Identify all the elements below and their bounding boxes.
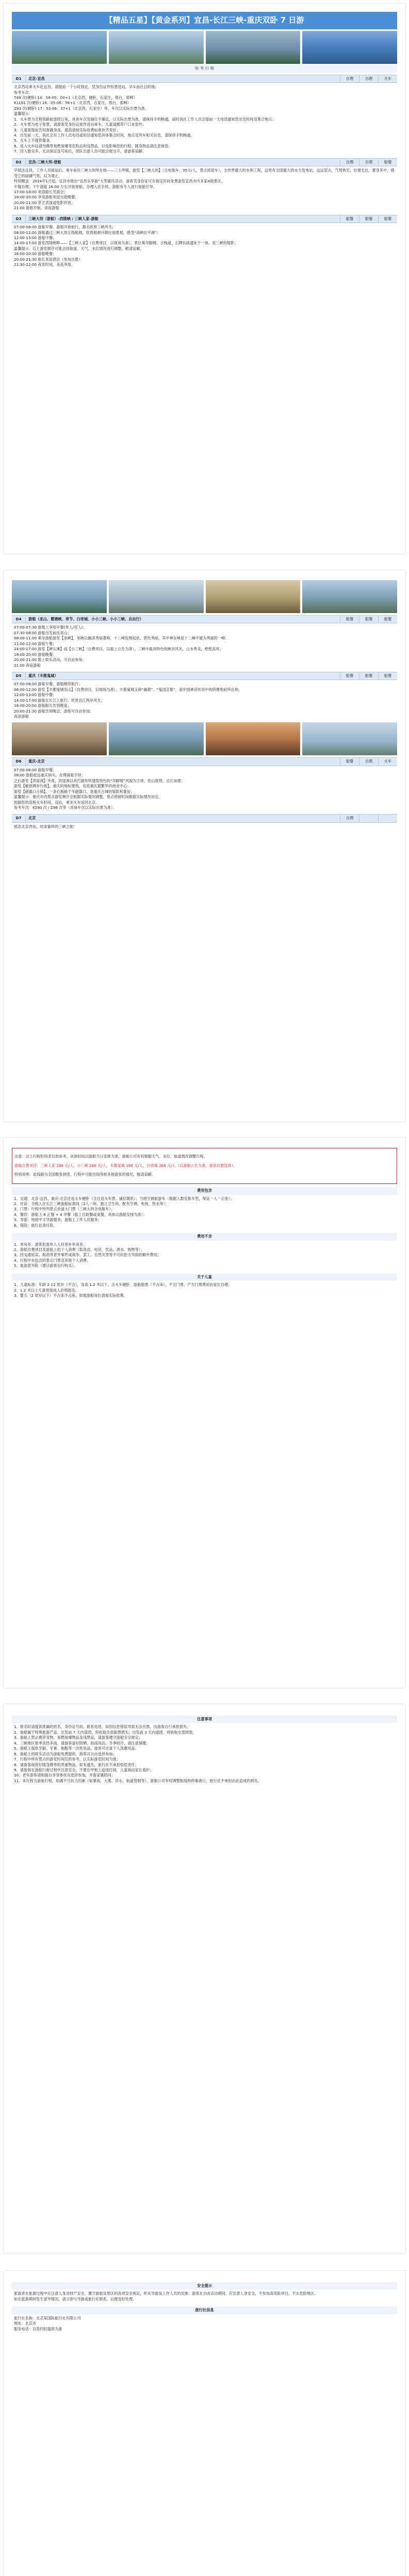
meal-cell: 自理 [359,75,378,82]
page-title: 【精品五星】【黄金系列】宜昌-长江三峡-重庆双卧 7 日游 [12,12,397,29]
photo-fog-river [109,580,204,613]
photo-three-gorges [12,31,107,64]
list-line: 6、游船上的娱乐活动为游船免费提供，游客可自由选择参加； [14,1751,117,1756]
list-line: 10、老年游客请根据自身身体状况选择参加，并需家属陪同； [14,1773,116,1778]
day-number: D2 [12,159,26,166]
cost-exclude-title: 费用不含 [12,1233,397,1240]
notes-box [12,1148,397,1184]
day-header [12,672,397,680]
itinerary-line: 18:00-20:00 游船晚餐； [14,652,57,657]
list-line: 1、儿童标准：年龄 2-12 周岁（不含），身高 1.2 米以下，含火车硬卧、游船船票（不占床），不含门票，产生门票费用由家长自理； [14,1282,232,1287]
itinerary-line: 20:00-21:30 游船告别晚会，游客可自由参加； [14,708,94,714]
meal-cell [359,815,378,822]
itinerary-line: 参考车次：K590 次 / Z96 次等（具体车次以实际出票为准）。 [14,805,117,810]
meal-cell: 船餐 [378,215,397,223]
meal-cell: 船餐 [359,215,378,223]
day-number: D6 [12,758,26,765]
safety-list [12,2290,397,2303]
day-route: 游船（巫山、瞿塘峡、奉节、白帝城、小小三峡、小小三峡、自由行） [28,617,143,621]
list-line: 4、餐饮：游船上 8 正餐 + 4 早餐（船上自助餐或桌餐，具体以游船安排为准）； [14,1212,147,1217]
photo-wu-gorge [12,580,107,613]
reference-itinerary-label: 参 考 行 程 [12,65,397,73]
day-number: D3 [12,215,26,223]
itinerary-line: 07:00-07:30 游船上享用早餐(单人/双人)； [14,625,87,630]
itinerary-line: 21:00 夜宿游船 [14,663,41,668]
list-line: 3、婴儿（2 周岁以下）不占床不占座，如需游船床位请按实际收费。 [14,1293,127,1298]
itinerary-line: 7、因人数众多，无法保证连号座位，团队出游人员可能会被分开，请游客谅解。 [14,149,146,154]
itinerary-line: 18:00-20:00 游船晚餐； [14,251,57,257]
photo-river-cliffs [109,31,204,64]
itinerary-line: 1、火车票为全程铁路旅游团订座，具体车次及铺位不确定，以实际出票为准，请保持手机畅通，届时我社工作人员会提前一天电话通知您出发时间及集合地点； [14,116,276,122]
note-line: 游船自费项目：三峡人家 298 元/人，小三峡 268 元/人，丰都鬼城 180 元/人，白帝城 268 元/人（以游船公告为准，游客自愿选择）。 [14,1163,237,1168]
itinerary-line: 参考车次： [14,90,32,95]
itinerary-line: 夜宿游船 [14,714,29,719]
day-block-6 [12,757,397,812]
itinerary-line: 早抵达宜昌，工作人员接站后，乘车前往三峡大坝所在地——三斗坪镇，游览【三峡大坝】（含电瓶车：35元/人，景点接驳车），全世界最大的水利工程，这里有全国最大的水力发电站，远远望去，气势恢宏，壮观无比，置身其中，感受它的磅礴气势，叹为观止。 [14,168,395,178]
day-header [12,215,397,223]
list-line: 如在旅游期间发生意外情况，请立即与导游或旅行社联系，以便及时处理。 [14,2296,137,2301]
day-route: 北京-宜昌 [28,76,45,81]
list-line: 地址：北京市 [14,2321,37,2326]
photo-ancient-town [206,580,301,613]
photo-green-valley [302,580,397,613]
page-4 [4,1704,405,2253]
itinerary-line: 08:00-12:00 游船通过三峡大坝五级船闸，欣赏船闸升降壮丽景观，感受“高峡出平湖”； [14,230,160,235]
meal-cell: 船餐 [378,616,397,623]
list-line: 1、单房差：游客如需单人入住须补单房差； [14,1242,87,1247]
itinerary-line: 游览【解放碑步行街】，重庆的地标建筑，也是重庆最繁华的商业中心； [14,784,131,789]
day-header [12,158,397,166]
itinerary-line: 20:00-21:00 茶艺表演或电影欣赏； [14,200,75,205]
day-body [12,83,397,156]
meal-cell: 火车 [378,758,397,765]
itinerary-line: 中餐自理；下午游船 16:00 左右开始登船，办理入住手续，游船有专人进行登船引导。 [14,184,157,189]
itinerary-line: 温馨提示：重庆市内景点游览顺序会根据实际情况调整，景点停留时间根据实际情况而定。 [14,794,162,800]
list-line: 3、游船上禁止携带宠物、易燃易爆物品及违禁品，请游客遵守游船安全规定； [14,1735,142,1740]
itinerary-line: 07:00-08:00 游船早餐； [14,767,57,772]
meal-cell: 船餐 [378,159,397,166]
day-block-1 [12,75,397,156]
list-line: 1、报名时请提供准确的姓名、身份证号码、联系电话，如因信息错误导致无法出票，由游客自行承担损失； [14,1724,191,1730]
cost-include-list [12,1195,397,1230]
list-line: 3、门票：行程中所列景点首道大门票（三峡大坝含电瓶车）； [14,1207,115,1212]
list-line: 4、三峡地区夏季炎热多雨，请游客备好防晒、防雨用品；冬季较冷，请注意保暖； [14,1740,150,1745]
list-line: 5、旅游意外险（建议游客自行购买）。 [14,1263,78,1268]
itinerary-line: 14:00-17:00 游览西陵峡畔——【三峡人家】（自费项目，以现场为准），景区集吊脚楼、古栈道、石牌抗战遗址于一体，是三峡的缩影； [14,241,238,246]
itinerary-line: 温馨提示：以上游览顺序可能会因航道、天气、水位情况进行调整，敬请谅解。 [14,246,144,251]
notice-title: 注意事项 [12,1716,397,1723]
cost-include-title: 费用包含 [12,1187,397,1194]
list-line: 4、行程中未包含的景点门票及其他个人消费； [14,1258,91,1263]
list-line: 服务电话：以签约时提供为准 [14,2326,62,2331]
itinerary-line: 之后游览【洪崖洞】外观，洪崖洞以具巴渝传统建筑特色的“吊脚楼”风貌为主体，依山就势，沿江而建； [14,778,185,783]
meal-cell: 火车 [378,75,397,82]
photo-mountain-river [206,31,301,64]
note-line: 注意：以上行程时间表仅供参考，具体时间以游船当日安排为准，游船公司有权根据天气、水位、航道情况调整行程。 [14,1154,207,1159]
list-line: 8、请游客保管好随身携带的贵重物品，如有遗失，旅行社不承担赔偿责任； [14,1762,139,1767]
itinerary-line: 北京西站乘火车赴宜昌，请提前一个小时到达，凭身份证件检票进站，早车前往目的地： [14,84,159,90]
meal-cell: 船餐 [359,616,378,623]
list-line: 7、行程中所有景点的游览时间仅供参考，以实际游览时间为准； [14,1757,120,1762]
itinerary-line: 21:00 游船开航，夜宿游船 [14,206,59,211]
list-line: 9、请游客在游船行驶过程中注意安全，不要在甲板上追逐打闹，儿童须由家长看护； [14,1767,154,1772]
meal-cell: 船餐 [340,215,359,223]
meal-cell: 自理 [359,159,378,166]
itinerary-line: 6、进入火车站请勿携带易燃易爆等危险品和违禁品，以免影响您的行程；随身物品请注意保管； [14,143,172,148]
itinerary-line: 12:00-13:00 游船中餐； [14,692,57,698]
note-line: 特别说明：此线路为全国散客拼团，行程中可能出现等候其他游客的情况，敬请谅解。 [14,1172,156,1177]
itinerary-line: 2、火车票为电子客票，请游客凭身份证原件进站乘车，儿童请携带户口本原件； [14,122,146,127]
photo-hongya-cave [206,722,301,755]
day-body [12,623,397,670]
itinerary-line: 07:30-08:00 游船出发前往巫山； [14,630,71,635]
list-line: 2、游船属于特殊旅游产品，出发前 7 天内退团，将收取全部船票损失；出发前 3 天内退团，将收取全部团款； [14,1730,197,1735]
agency-title: 旅行社信息 [12,2307,397,2314]
itinerary-line: 20:00-21:00 船上娱乐活动，可自由参加； [14,657,86,663]
list-line: 2、住宿：全程入住长江三峡游船标准间（2人一间，独立卫生间，配有空调、电视、热水等）； [14,1201,169,1206]
day-number: D1 [12,75,26,82]
meal-cell: 自理 [359,758,378,765]
page-2 [4,570,405,1122]
day-header [12,75,397,83]
day-route: 宜昌-三峡大坝-登船 [28,159,61,164]
itinerary-line: 20:00-21:30 船长欢迎酒会（参加自愿） [14,257,83,262]
page-5 [4,2271,405,2576]
itinerary-line: K1161 次(硬卧) 16：05-06：56+1（北京西，石家庄，邢台，邯郸） [14,100,131,106]
itinerary-line: 18:00-20:00 享用游船欢迎自助晚餐； [14,195,79,200]
day-body [12,823,397,831]
photo-strip [12,31,397,64]
itinerary-line: 08:00-11:00 乘坐游船游览【巫峡】，巫峡以幽深秀丽著称，十二峰连绵起伏，景色秀丽，其中神女峰是十二峰中最为秀丽的一峰； [14,636,229,641]
itinerary-line: 17:00-18:00 欢迎船长见面会； [14,189,68,194]
list-line: 5、导游：地接中文导游服务；游船上工作人员服务； [14,1217,102,1223]
photo-strip-3 [12,722,397,755]
itinerary-line: 18:00-20:00 游船船长告别晚宴； [14,703,71,708]
day-number: D7 [12,815,26,822]
photo-ghost-city [12,722,107,755]
day-body [12,223,397,269]
itinerary-line: 08:00 游船抵达重庆码头，办理离船手续； [14,773,85,778]
day-body [12,680,397,721]
photo-cruise-ship [302,31,397,64]
itinerary-line: 12:00-13:00 游船中餐； [14,235,57,240]
itinerary-line: 温馨提示： [14,111,32,116]
itinerary-line: 5、火车上不提供餐食。 [14,138,54,143]
safety-title: 安全提示 [12,2282,397,2290]
page-1 [4,4,405,554]
child-policy-list [12,1281,397,1300]
itinerary-line: Z93 次(硬卧) 17：53-06：37+1（北京西，石家庄）等，车次以实际出票为准。 [14,106,149,111]
day-block-5 [12,672,397,721]
meal-cell: 自理 [340,75,359,82]
itinerary-line: 21:30-22:00 夜宵时间，美美享用。 [14,262,75,267]
itinerary-line: 根据您的返程火车时间，送站，乘坐火车返回北京。 [14,800,100,805]
list-line: 3、因交通延误、取消等意外事件或战争、罢工、自然灾害等不可抗拒力导致的额外费用； [14,1252,161,1258]
list-line: 2、游船自费项目及游船上的个人消费（如洗衣、电话、饮品、酒水、购物等）； [14,1247,144,1252]
photo-strip-2 [12,580,397,613]
day-header [12,814,397,822]
notice-list [12,1723,397,1785]
day-route: 重庆（丰都鬼城） [28,673,58,678]
itinerary-line: 14:00-17:00 游船在长江上航行，欣赏沿江两岸风光； [14,698,105,703]
itinerary-line: 抵达北京西站，结束愉快的三峡之旅！ [14,824,77,829]
agency-list [12,2314,397,2333]
meal-cell [378,815,397,822]
itinerary-line: 07:00-08:00 游船早餐，游船继续航行； [14,682,83,687]
day-route: 北京 [28,816,36,821]
photo-yangtze [109,722,204,755]
day-number: D5 [12,672,26,680]
meal-cell: 船餐 [340,616,359,623]
meal-cell: 船餐 [340,672,359,680]
day-block-2 [12,158,397,213]
itinerary-line: 08:00-12:00 游览【丰都鬼城名山】（自费项目，以现场为准），丰都鬼城又称“幽都”、“鬼国京都”，是中国神话传说中的阴曹地府所在地； [14,687,242,692]
day-route: 重庆-北京 [28,759,45,764]
list-line: 旅行社名称：北京某国际旅行社有限公司 [14,2315,81,2320]
photo-city-skyline [302,722,397,755]
meal-cell: 自理 [340,815,359,822]
list-line: 11、本行程为游船行程，如遇不可抗力因素（如暴雨、大雾、洪水、航道管制等），游船公司有权调整航线和停靠港口，旅行社不承担由此造成的损失。 [14,1778,261,1783]
itinerary-line: 14:00-17:00 游览【神女溪】或【小三峡】（自费项目，以船上公告为准），三峡中最具特色的峡谷风光，山水秀美，绝壁高耸； [14,647,223,652]
list-line: 6、保险：旅行社责任险。 [14,1223,57,1228]
itinerary-line: 07:00-08:00 游船早餐，游船开始航行，静态欣赏三峡风光； [14,225,116,230]
day-block-4 [12,615,397,670]
meal-cell: 船餐 [340,758,359,765]
page-3 [4,1138,405,1688]
itinerary-line: 3、儿童需提前告知准确身高，超高请按实际收费标准补齐差价； [14,127,120,132]
list-line: 5、游船上提供牙刷、牙膏、拖鞋等一次性用品，游客可自备个人洗漱用品； [14,1746,139,1751]
itinerary-line: 11:00-12:00 游船午餐； [14,641,57,646]
list-line: 2、1.2 米以上儿童须按成人价格报名。 [14,1287,79,1293]
itinerary-line: 4、出发前一天，我社会有工作人员电话或短信通知您具体集合时间、地点及列车相关信息，请保持手机畅通。 [14,133,194,138]
itinerary-line: T49 次(硬卧) 14：59-05：00+1（北京西，硬卧，石家庄，邢台，邯郸） [14,95,137,100]
meal-cell: 船餐 [378,672,397,680]
day-number: D4 [12,616,26,623]
day-body [12,766,397,812]
list-line: 旅游者在旅游过程中应注意人身及财产安全，遵守游船及景区的各项安全规定，听从导游及工作人员的安排。游客在自由活动期间，应注意人身安全，不参加高风险项目，不去危险地区。 [14,2291,318,2296]
day-block-7 [12,814,397,831]
child-policy-title: 关于儿童 [12,1274,397,1281]
itinerary-line: 特别赠送：2024年1月起，宜昌市推出“宜昌乐享游”大型惠民活动，游客凭身份证可在指定时间免费游览宜昌市内多家A级景区。 [14,179,225,184]
meal-cell: 自理 [340,159,359,166]
itinerary-line: 游览【磁器口古镇】，一条石板路千年磁器口，是重庆古城的缩影和象征； [14,789,135,794]
list-line: 1、交通：北京-宜昌、重庆-北京往返火车硬卧（含往返火车票，铺位随机）；当地空调旅游车（根据人数安排车型，保证一人一正座）； [14,1196,234,1201]
day-block-3 [12,215,397,269]
day-route: 三峡大坝（游船）-西陵峡 / 三峡人家-游船 [28,216,99,221]
cost-exclude-list [12,1241,397,1270]
day-header [12,615,397,623]
meal-cell: 船餐 [359,672,378,680]
day-body [12,166,397,213]
day-header [12,757,397,766]
